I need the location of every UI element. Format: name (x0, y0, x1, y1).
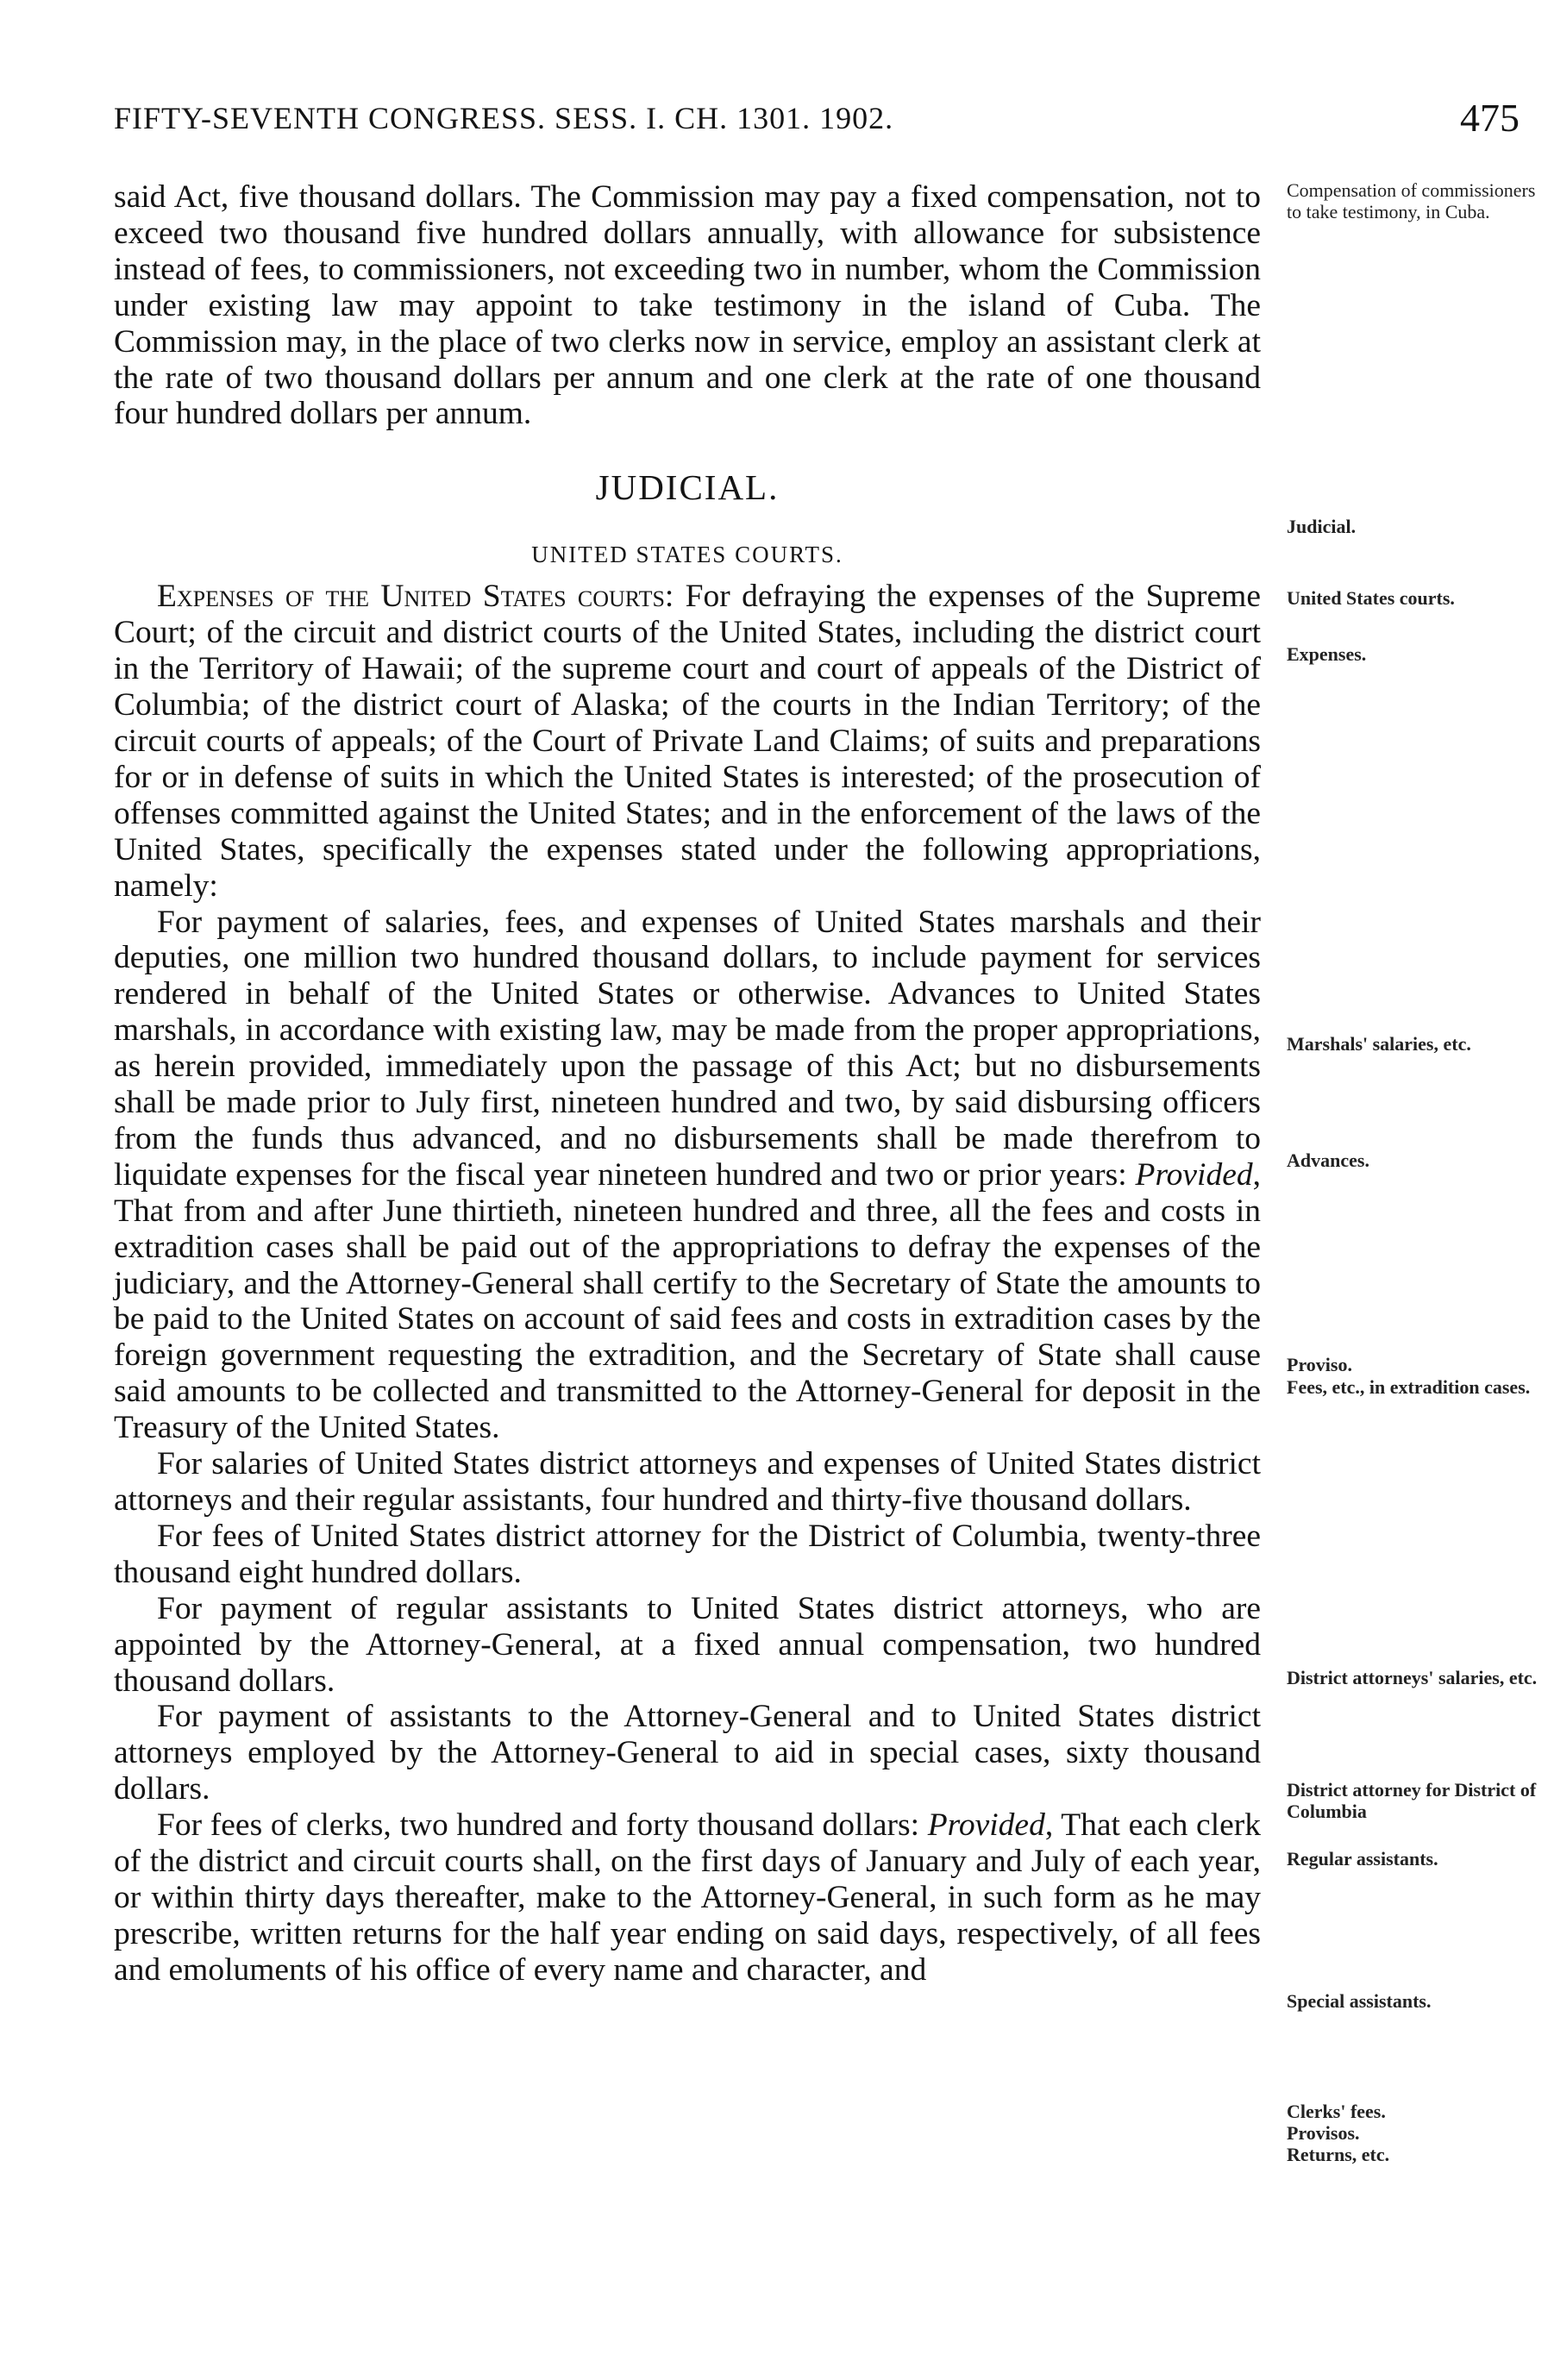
paragraph-district-of-columbia: For fees of United States district attorney for the District of Columbia, twenty-three thousand eight hundred dollars. (114, 1518, 1261, 1590)
paragraph-marshals-text-b: , That from and after June thirtieth, nineteen hundred and three, all the fees and costs in extradition cases shall be paid out of the appropriations to defray the expenses of the judiciary, and the Attorney-General shall certify to the Secretary of State the amounts to be paid to the United States on account of said fees and costs in extradition cases by the foreign government requesting the extradition, and the Secretary of State shall cause said amounts to be collected and transmitted to the Attorney-General for deposit in the Treasury of the United States. (114, 1156, 1261, 1446)
margin-note-clerks-fees: Clerks' fees. (1287, 2101, 1386, 2122)
margin-note-proviso: Proviso. (1287, 1354, 1352, 1375)
heading-judicial: JUDICIAL. (595, 467, 780, 508)
small-caps-lead: Expenses of the United States courts (157, 579, 665, 615)
paragraph-clerks-fees (114, 1807, 1261, 1989)
margin-note-judicial: Judicial. (1287, 516, 1357, 537)
margin-note-compensation: Compensation of commissioners to take testimony, in Cuba. (1287, 179, 1536, 222)
paragraph-expenses (114, 579, 1261, 904)
paragraph-marshals-text-a: For payment of salaries, fees, and expenses of United States marshals and their deputies, one million two hundred thousand dollars, to include payment for services rendered in behalf of the United States or otherwise. Advances to United States marshals, in accordance with existing law, may be made from the proper appropriations, as herein provided, immediately upon the passage of this Act; but no disbursements shall be made prior to July first, nineteen hundred and two, by said disbursing officers from the funds thus advanced, and no disbursements shall be made therefrom to liquidate expenses for the fiscal year nineteen hundred and two or prior years: (114, 904, 1261, 1193)
heading-united-states-courts: UNITED STATES COURTS. (531, 542, 843, 568)
margin-note-district-attorneys: District attorneys' salaries, etc. (1287, 1667, 1538, 1688)
paragraph-expenses-text: : For defraying the expenses of the Supreme Court; of the circuit and district courts of the United States, including the district court in the Territory of Hawaii; of the supreme court and court of appeals of the District of Columbia; of the district court of Alaska; of the courts in the Indian Territory; of the circuit courts of appeals; of the Court of Private Land Claims; of suits and preparations for or in defense of suits in which the United States is interested; of the prosecution of offenses committed against the United States; and in the enforcement of the laws of the United States, specifically the expenses stated under the following appropriations, namely: (114, 579, 1261, 904)
margin-note-regular-assistants: Regular assistants. (1287, 1848, 1438, 1870)
page-number: 475 (1460, 96, 1520, 140)
main-text (114, 179, 1261, 1989)
margin-note-returns: Returns, etc. (1287, 2144, 1390, 2165)
paragraph-district-attorneys: For salaries of United States district attorneys and expenses of United States district attorneys and their regular assistants, four hundred and thirty-five thousand dollars. (114, 1446, 1261, 1518)
paragraph-clerks-text-a: For fees of clerks, two hundred and forty thousand dollars: (157, 1807, 928, 1844)
paragraph-special-assistants: For payment of assistants to the Attorney-General and to United States district attorneys employed by the Attorney-General to aid in special cases, sixty thousand dollars. (114, 1699, 1261, 1807)
margin-note-provisos: Provisos. (1287, 2122, 1360, 2144)
provided-word: Provided (927, 1807, 1045, 1844)
paragraph-regular-assistants: For payment of regular assistants to United States district attorneys, who are appointed by the Attorney-General, at a fixed annual compensation, two hundred thousand dollars. (114, 1590, 1261, 1699)
margin-note-advances: Advances. (1287, 1149, 1369, 1171)
margin-note-fees-extradition: Fees, etc., in extradition cases. (1287, 1376, 1531, 1398)
running-head-title: FIFTY-SEVENTH CONGRESS. SESS. I. CH. 1301. 1902. (114, 101, 894, 135)
paragraph-commission: said Act, five thousand dollars. The Commission may pay a fixed compensation, not to exceed two thousand five hundred dollars annually, with allowance for subsistence instead of fees, to commissioners, not exceeding two in number, whom the Commission under existing law may appoint to take testimony in the island of Cuba. The Commission may, in the place of two clerks now in service, employ an assistant clerk at the rate of two thousand dollars per annum and one clerk at the rate of one thousand four hundred dollars per annum. (114, 179, 1261, 432)
margin-note-marshals: Marshals' salaries, etc. (1287, 1033, 1471, 1055)
margin-note-da-dc: District attorney for District of Columbia (1287, 1779, 1537, 1822)
margin-note-expenses: Expenses. (1287, 643, 1367, 665)
paragraph-clerks-text-b: , That each clerk of the district and circuit courts shall, on the first days of January and July of each year, or within thirty days thereafter, make to the Attorney-General, in such form as he may prescribe, written returns for the half year ending on said days, respectively, of all fees and emoluments of his office of every name and character, and (114, 1807, 1261, 1988)
margin-note-courts: United States courts. (1287, 587, 1455, 609)
provided-word: Provided (1135, 1156, 1253, 1193)
running-head (114, 95, 1520, 147)
paragraph-marshals (114, 905, 1261, 1447)
margin-note-special-assistants: Special assistants. (1287, 1990, 1432, 2012)
